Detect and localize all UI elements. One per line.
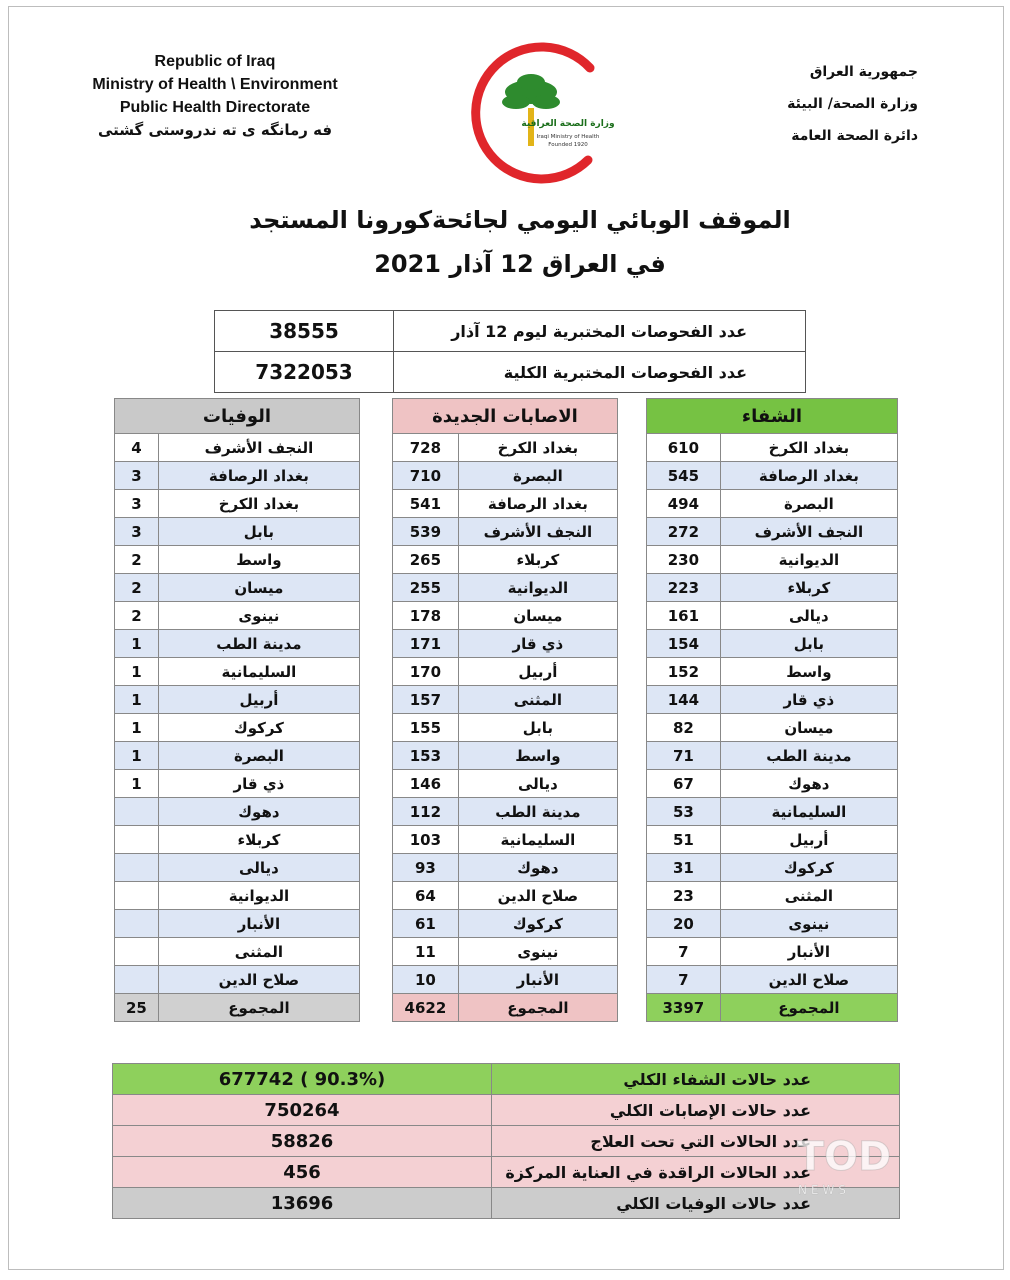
recoveries-province-cell: مدينة الطب	[720, 742, 897, 770]
new-infections-table	[392, 398, 618, 1022]
deaths-row	[115, 490, 360, 518]
recoveries-header-row	[647, 399, 898, 434]
infections-row	[393, 490, 618, 518]
recoveries-province-cell: ميسان	[720, 714, 897, 742]
summary-label: عدد حالات الإصابات الكلي	[492, 1095, 900, 1126]
recoveries-count-cell: 53	[647, 798, 721, 826]
recoveries-table	[646, 398, 898, 1022]
recoveries-count-cell: 20	[647, 910, 721, 938]
recoveries-row	[647, 938, 898, 966]
deaths-row	[115, 434, 360, 462]
infections-row	[393, 518, 618, 546]
recoveries-province-cell: دهوك	[720, 770, 897, 798]
header-ar-line-2: وزارة الصحة/ البيئة	[787, 96, 918, 112]
infections-province-cell: الأنبار	[458, 966, 617, 994]
infections-row	[393, 882, 618, 910]
header-ar-line-1: جمهورية العراق	[809, 64, 918, 80]
recoveries-province-cell: أربيل	[720, 826, 897, 854]
deaths-row	[115, 798, 360, 826]
recoveries-count-cell: 154	[647, 630, 721, 658]
deaths-title: الوفيات	[115, 399, 360, 434]
infections-row	[393, 798, 618, 826]
infections-count-cell: 11	[393, 938, 459, 966]
ministry-logo	[470, 38, 620, 188]
header-kurdish-line: فه رمانگه ى ته ندروستى گشتى	[97, 121, 333, 139]
logo-name-en: Iraqi Ministry of Health	[536, 134, 600, 140]
deaths-count-cell: 3	[115, 490, 159, 518]
infections-province-cell: مدينة الطب	[458, 798, 617, 826]
infections-count-cell: 153	[393, 742, 459, 770]
infections-province-cell: ميسان	[458, 602, 617, 630]
deaths-count-cell: 3	[115, 462, 159, 490]
infections-count-cell: 157	[393, 686, 459, 714]
tests-row-total	[215, 352, 806, 393]
recoveries-row	[647, 602, 898, 630]
infections-total-label: المجموع	[458, 994, 617, 1022]
tests-total-label: عدد الفحوصات المختبرية الكلية	[394, 352, 806, 393]
deaths-province-cell: كركوك	[158, 714, 359, 742]
infections-row	[393, 602, 618, 630]
recoveries-count-cell: 272	[647, 518, 721, 546]
tests-row-daily	[215, 311, 806, 352]
deaths-row	[115, 882, 360, 910]
summary-label: عدد الحالات الراقدة في العناية المركزة	[492, 1157, 900, 1188]
tod-news-watermark	[786, 1124, 906, 1204]
deaths-row	[115, 630, 360, 658]
deaths-row	[115, 966, 360, 994]
recoveries-row	[647, 490, 898, 518]
header-en-line-1: Republic of Iraq	[154, 53, 276, 70]
summary-label: عدد حالات الشفاء الكلي	[492, 1064, 900, 1095]
infections-count-cell: 10	[393, 966, 459, 994]
recoveries-province-cell: السليمانية	[720, 798, 897, 826]
recoveries-row	[647, 574, 898, 602]
summary-row-total-deaths	[113, 1188, 900, 1219]
recoveries-total-label: المجموع	[720, 994, 897, 1022]
recoveries-row	[647, 742, 898, 770]
deaths-count-cell	[115, 882, 159, 910]
infections-province-cell: دهوك	[458, 854, 617, 882]
infections-province-cell: ديالى	[458, 770, 617, 798]
recoveries-total-row	[647, 994, 898, 1022]
deaths-row	[115, 462, 360, 490]
recoveries-row	[647, 686, 898, 714]
title-line-1: الموقف الوبائي اليومي لجائحةكورونا المستجد	[249, 206, 791, 234]
summary-label: عدد حالات الوفيات الكلي	[492, 1188, 900, 1219]
recoveries-row	[647, 462, 898, 490]
summary-label: عدد الحالات التي تحت العلاج	[492, 1126, 900, 1157]
recoveries-row	[647, 714, 898, 742]
recoveries-count-cell: 144	[647, 686, 721, 714]
recoveries-province-cell: المثنى	[720, 882, 897, 910]
recoveries-count-cell: 71	[647, 742, 721, 770]
recoveries-province-cell: كربلاء	[720, 574, 897, 602]
deaths-province-cell: المثنى	[158, 938, 359, 966]
deaths-province-cell: صلاح الدين	[158, 966, 359, 994]
infections-count-cell: 146	[393, 770, 459, 798]
infections-row	[393, 462, 618, 490]
recoveries-province-cell: النجف الأشرف	[720, 518, 897, 546]
recoveries-row	[647, 770, 898, 798]
infections-count-cell: 541	[393, 490, 459, 518]
title-line-2: في العراق 12 آذار 2021	[374, 250, 666, 278]
infections-province-cell: النجف الأشرف	[458, 518, 617, 546]
infections-count-cell: 265	[393, 546, 459, 574]
infections-header-row	[393, 399, 618, 434]
summary-row-icu	[113, 1157, 900, 1188]
deaths-row	[115, 714, 360, 742]
deaths-province-cell: أربيل	[158, 686, 359, 714]
infections-count-cell: 178	[393, 602, 459, 630]
tests-daily-value: 38555	[215, 311, 394, 352]
recoveries-count-cell: 223	[647, 574, 721, 602]
infections-count-cell: 61	[393, 910, 459, 938]
recoveries-province-cell: واسط	[720, 658, 897, 686]
infections-row	[393, 770, 618, 798]
infections-count-cell: 103	[393, 826, 459, 854]
recoveries-province-cell: الأنبار	[720, 938, 897, 966]
deaths-row	[115, 658, 360, 686]
recoveries-count-cell: 7	[647, 938, 721, 966]
deaths-province-cell: ذي قار	[158, 770, 359, 798]
infections-row	[393, 714, 618, 742]
deaths-province-cell: الأنبار	[158, 910, 359, 938]
infections-province-cell: صلاح الدين	[458, 882, 617, 910]
infections-count-cell: 728	[393, 434, 459, 462]
deaths-row	[115, 938, 360, 966]
deaths-count-cell: 4	[115, 434, 159, 462]
recoveries-title: الشفاء	[647, 399, 898, 434]
deaths-count-cell	[115, 826, 159, 854]
recoveries-count-cell: 161	[647, 602, 721, 630]
recoveries-province-cell: صلاح الدين	[720, 966, 897, 994]
infections-total-row	[393, 994, 618, 1022]
summary-value: 58826	[113, 1126, 492, 1157]
deaths-total-label: المجموع	[158, 994, 359, 1022]
logo-founded: Founded 1920	[548, 142, 588, 148]
deaths-row	[115, 574, 360, 602]
recoveries-province-cell: الديوانية	[720, 546, 897, 574]
header-english	[60, 50, 370, 142]
infections-row	[393, 910, 618, 938]
infections-province-cell: كربلاء	[458, 546, 617, 574]
header-ar-line-3: دائرة الصحة العامة	[791, 128, 918, 144]
recoveries-count-cell: 23	[647, 882, 721, 910]
infections-province-cell: واسط	[458, 742, 617, 770]
infections-province-cell: البصرة	[458, 462, 617, 490]
recoveries-row	[647, 882, 898, 910]
infections-province-cell: ذي قار	[458, 630, 617, 658]
infections-row	[393, 630, 618, 658]
deaths-count-cell: 1	[115, 714, 159, 742]
deaths-count-cell: 1	[115, 658, 159, 686]
recoveries-count-cell: 610	[647, 434, 721, 462]
recoveries-row	[647, 658, 898, 686]
deaths-count-cell: 2	[115, 546, 159, 574]
recoveries-count-cell: 152	[647, 658, 721, 686]
recoveries-count-cell: 230	[647, 546, 721, 574]
infections-province-cell: أربيل	[458, 658, 617, 686]
header-en-line-3: Public Health Directorate	[119, 99, 311, 116]
deaths-count-cell: 3	[115, 518, 159, 546]
infections-row	[393, 658, 618, 686]
recoveries-count-cell: 494	[647, 490, 721, 518]
deaths-province-cell: بغداد الكرخ	[158, 490, 359, 518]
deaths-row	[115, 826, 360, 854]
infections-row	[393, 686, 618, 714]
lab-tests-table	[214, 310, 806, 393]
infections-count-cell: 710	[393, 462, 459, 490]
deaths-row	[115, 546, 360, 574]
deaths-total-row	[115, 994, 360, 1022]
recoveries-row	[647, 798, 898, 826]
deaths-count-cell	[115, 798, 159, 826]
deaths-province-cell: ديالى	[158, 854, 359, 882]
recoveries-count-cell: 67	[647, 770, 721, 798]
infections-title: الاصابات الجديدة	[393, 399, 618, 434]
infections-row	[393, 826, 618, 854]
recoveries-row	[647, 630, 898, 658]
deaths-count-cell: 1	[115, 770, 159, 798]
deaths-province-cell: كربلاء	[158, 826, 359, 854]
recoveries-province-cell: بابل	[720, 630, 897, 658]
infections-row	[393, 938, 618, 966]
infections-province-cell: السليمانية	[458, 826, 617, 854]
infections-count-cell: 170	[393, 658, 459, 686]
recoveries-province-cell: ذي قار	[720, 686, 897, 714]
infections-count-cell: 112	[393, 798, 459, 826]
watermark-sub: NEWS	[797, 1183, 851, 1197]
infections-province-cell: الديوانية	[458, 574, 617, 602]
deaths-count-cell: 2	[115, 574, 159, 602]
deaths-count-cell: 1	[115, 630, 159, 658]
infections-province-cell: بابل	[458, 714, 617, 742]
deaths-header-row	[115, 399, 360, 434]
recoveries-province-cell: نينوى	[720, 910, 897, 938]
recoveries-row	[647, 434, 898, 462]
infections-row	[393, 434, 618, 462]
recoveries-province-cell: البصرة	[720, 490, 897, 518]
summary-row-under-treatment	[113, 1126, 900, 1157]
summary-value: 677742 ( 90.3%)	[113, 1064, 492, 1095]
infections-province-cell: نينوى	[458, 938, 617, 966]
deaths-province-cell: بابل	[158, 518, 359, 546]
infections-count-cell: 64	[393, 882, 459, 910]
deaths-province-cell: دهوك	[158, 798, 359, 826]
infections-row	[393, 546, 618, 574]
infections-count-cell: 171	[393, 630, 459, 658]
header-arabic	[787, 56, 918, 152]
recoveries-province-cell: بغداد الرصافة	[720, 462, 897, 490]
watermark-brand: TOD	[796, 1134, 892, 1180]
recoveries-row	[647, 546, 898, 574]
recoveries-count-cell: 7	[647, 966, 721, 994]
tests-daily-label: عدد الفحوصات المختبرية ليوم 12 آذار	[394, 311, 806, 352]
infections-count-cell: 93	[393, 854, 459, 882]
infections-count-cell: 255	[393, 574, 459, 602]
infections-row	[393, 574, 618, 602]
recoveries-total-value: 3397	[647, 994, 721, 1022]
deaths-row	[115, 910, 360, 938]
infections-row	[393, 966, 618, 994]
infections-province-cell: كركوك	[458, 910, 617, 938]
tests-total-value: 7322053	[215, 352, 394, 393]
deaths-count-cell: 1	[115, 742, 159, 770]
recoveries-row	[647, 966, 898, 994]
infections-province-cell: بغداد الرصافة	[458, 490, 617, 518]
recoveries-province-cell: بغداد الكرخ	[720, 434, 897, 462]
recoveries-count-cell: 31	[647, 854, 721, 882]
recoveries-count-cell: 82	[647, 714, 721, 742]
infections-count-cell: 539	[393, 518, 459, 546]
deaths-province-cell: الديوانية	[158, 882, 359, 910]
recoveries-row	[647, 826, 898, 854]
infections-total-value: 4622	[393, 994, 459, 1022]
deaths-province-cell: البصرة	[158, 742, 359, 770]
deaths-row	[115, 770, 360, 798]
recoveries-province-cell: ديالى	[720, 602, 897, 630]
deaths-province-cell: بغداد الرصافة	[158, 462, 359, 490]
summary-value: 13696	[113, 1188, 492, 1219]
deaths-count-cell	[115, 966, 159, 994]
infections-count-cell: 155	[393, 714, 459, 742]
deaths-province-cell: النجف الأشرف	[158, 434, 359, 462]
header-en-line-2: Ministry of Health \ Environment	[92, 76, 338, 93]
deaths-row	[115, 686, 360, 714]
infections-row	[393, 854, 618, 882]
deaths-province-cell: ميسان	[158, 574, 359, 602]
deaths-count-cell: 2	[115, 602, 159, 630]
recoveries-row	[647, 518, 898, 546]
summary-table	[112, 1063, 900, 1219]
summary-value: 456	[113, 1157, 492, 1188]
deaths-row	[115, 518, 360, 546]
deaths-province-cell: نينوى	[158, 602, 359, 630]
deaths-row	[115, 742, 360, 770]
summary-value: 750264	[113, 1095, 492, 1126]
recoveries-row	[647, 854, 898, 882]
deaths-total-value: 25	[115, 994, 159, 1022]
deaths-table	[114, 398, 360, 1022]
deaths-count-cell	[115, 938, 159, 966]
deaths-province-cell: السليمانية	[158, 658, 359, 686]
deaths-province-cell: واسط	[158, 546, 359, 574]
recoveries-province-cell: كركوك	[720, 854, 897, 882]
deaths-count-cell: 1	[115, 686, 159, 714]
recoveries-row	[647, 910, 898, 938]
infections-province-cell: بغداد الكرخ	[458, 434, 617, 462]
summary-row-total-infections	[113, 1095, 900, 1126]
deaths-province-cell: مدينة الطب	[158, 630, 359, 658]
deaths-count-cell	[115, 854, 159, 882]
deaths-count-cell	[115, 910, 159, 938]
logo-name-ar: وزارة الصحة العراقية	[521, 119, 615, 129]
infections-province-cell: المثنى	[458, 686, 617, 714]
recoveries-count-cell: 51	[647, 826, 721, 854]
recoveries-count-cell: 545	[647, 462, 721, 490]
summary-row-total-recoveries	[113, 1064, 900, 1095]
deaths-row	[115, 854, 360, 882]
infections-row	[393, 742, 618, 770]
deaths-row	[115, 602, 360, 630]
